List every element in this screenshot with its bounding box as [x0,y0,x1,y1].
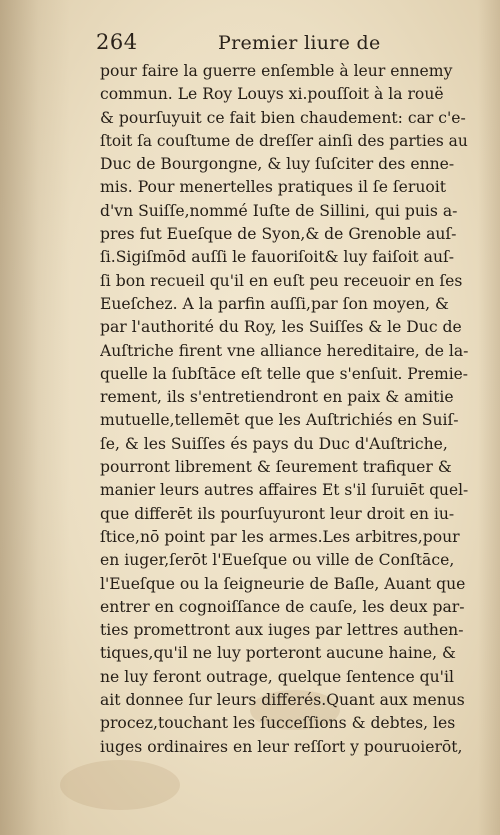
running-head: Premier liure de [218,32,381,54]
text-line: ait donnee ſur leurs differés.Quant aux menus [100,691,465,710]
page-edge-shadow [478,0,500,835]
text-line: mis. Pour menertelles pratiques il ſe ſeruoit [100,178,447,197]
text-line: manier leurs autres affaires Et s'il ſuruiēt quel- [100,481,469,500]
text-line: commun. Le Roy Louys xi.pouſſoit à la rouë [100,85,444,104]
spine-shadow [0,0,70,835]
page-header [96,30,386,58]
text-line: & pourſuyuit ce fait bien chaudement: car c'e- [100,108,466,127]
text-line: ſtice,nō point par les armes.Les arbitres,pour [100,527,460,546]
body-text [100,60,472,759]
text-line: quelle la ſubſtāce eſt telle que s'enſuit. Premie- [100,364,468,383]
text-line: ſi bon recueil qu'il en euſt peu receuoir en ſes [100,271,463,290]
text-line: Duc de Bourgongne, & luy ſuſciter des enne- [100,155,455,174]
text-line: pres fut Eueſque de Syon,& de Grenoble auſ- [100,225,457,244]
text-line: l'Eueſque ou la ſeigneurie de Baſle, Auant que [100,574,466,593]
text-line: que differēt ils pourſuyuront leur droit en iu- [100,504,455,523]
text-line: d'vn Suiſſe,nommé Iuſte de Sillini, qui puis a- [100,201,458,220]
text-line: Auſtriche firent vne alliance hereditaire, de la- [100,341,469,360]
text-line: rement, ils s'entretiendront en paix & amitie [100,388,454,407]
text-line: procez,touchant les ſucceſſions & debtes, les [100,714,456,733]
text-line: par l'authorité du Roy, les Suiſſes & le Duc de [100,318,462,337]
text-line: tiques,qu'il ne luy porteront aucune haine, & [100,644,456,663]
text-line: ſi.Sigiſmōd auſſi le fauoriſoit& luy faiſoit auſ- [100,248,455,267]
text-line: entrer en cognoiſſance de cauſe, les deux par- [100,597,465,616]
paper-stain [60,760,180,810]
text-line: ne luy feront outrage, quelque ſentence qu'il [100,667,454,686]
text-line: Eueſchez. A la parfin auſſi,par ſon moyen, & [100,294,449,313]
text-line: mutuelle,tellemēt que les Auſtrichiés en Suiſ- [100,411,459,430]
text-line: ties promettront aux iuges par lettres authen- [100,621,464,640]
text-line: ſe, & les Suiſſes és pays du Duc d'Auſtriche, [100,434,448,453]
text-line: pour faire la guerre enſemble à leur ennemy [100,62,453,80]
text-line: en iuger,ſerōt l'Eueſque ou ville de Conſtāce, [100,551,455,570]
text-line: iuges ordinaires en leur reſſort y pouruoierōt, [100,737,463,756]
text-line: pourront librement & ſeurement trafiquer & [100,458,452,477]
page-number: 264 [96,30,138,54]
text-line: ſtoit ſa couſtume de dreſſer ainſi des parties au [100,131,468,150]
